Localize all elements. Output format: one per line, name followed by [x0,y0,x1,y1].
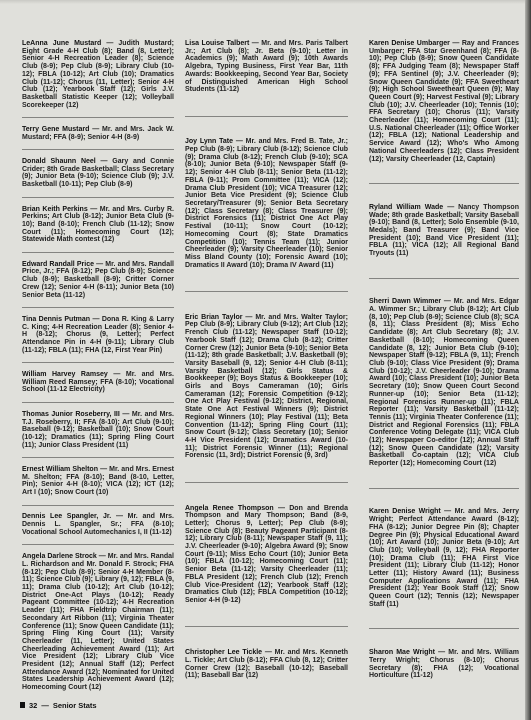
senior-name: Eric Brian Taylor [185,313,243,321]
senior-entry [185,314,348,460]
senior-name: LeAnna June Mustard [22,40,102,47]
senior-name: Dennis Lee Spangler, Jr. [22,513,112,521]
entry-divider [22,307,174,308]
page-footer [20,700,97,710]
senior-entry [185,649,348,680]
entry-divider [22,117,174,118]
senior-activities: — Mr. and Mrs. Ernest M. Shelton; FFA (8-10); Band (8-10, Letter, Pin); Senior 4-H (8-10); VICA (12); ICT (12); Art I (10); Snow Court (10) [22,465,174,497]
senior-entry [369,40,519,163]
senior-activities: — Mr. and Mrs. Kenneth L. Tickle; Art Club (8-12); FFA Club (8, 12); Critter Corner Crew (12); Baseball (10-12); Baseball (11); Baseball Bar (12) [185,649,349,680]
entry-divider [185,116,348,117]
entry-divider [22,149,174,150]
senior-activities: — Mr. and Mrs. Fred B. Tate, Jr.; Pep Club (8-9); Library Club (8-12); Science Club (9); Drama Club (8-12); French Club (9-10); SCA (8-10); Junior Beta (9-10); Newspaper Staff (9-12); Senior 4-H Club (8-11); Senior Beta (11-12); FBLA (9-11); Prom Committee (11); VICA (12); Drama Club President (10); VICA Treasurer (12); Junior Beta Vice President (9); Science Club Secretary/Treasurer (9); Senior Beta Secretary (12); Class Secretary (8); Class Treasurer (9); District Forensics (11); District One Act Play Festival (10-11); Snow Court (10-12); Homecoming Court (8); State Dramatics Competition (10); Tennis Team (11); Junior Cheerleader (9); Varsity Cheerleader (10); Senior Miss Bland County (10); Forensic Award (10); Dramatics II Award (10); Drama IV Award (11) [185,138,349,269]
senior-activities: — Mr. and Mrs. Edgar A. Wimmer Sr.; Library Club (8-12); Art Club (8, 10); Pep Club (8-9); Science Club (8); SCA (8, 11); Class President (8); Miss Echo Candidate (8); Art Club Secretary (8); J.V. Basketball (8-10); Homecoming Queen Candidate (8, 12); Junior Beta Club (9-10); Newspaper Staff (9-12); FBLA (9, 11); French Club (9-10); Class Vice President (9); Drama Club (10-12); J.V. Cheerleader (9-10); Drama Award (10); Class President (10); Junior Beta Secretary (10); Snow Queen Court Second Runner-up (10); Senior Beta (11-12); Regional Forensics Runner-up (11); FBLA Reporter (11); Varsity Basketball (11-12); Tennis (11); Virginia Theater Conference (11); District and Regional Forensics (11); FBLA Conference Voting Delegate (11); VICA Club (12); Newspaper Co-editor (12); Annual Staff (12); Snow Queen Candidate (12); Varsity Basketball Co-captain (12); VICA Club Reporter (12); Homecoming Court (12) [369,298,519,468]
entry-divider [22,544,174,545]
senior-activities: — Don and Brenda Thompson and Mary Thompson; Band (8-9, Letter); Chorus 9, Letter); Pep Club (8-9); Science Club (8); Beauty Pageant Participant (8-12); Library Club (8-11); Newspaper Staff (9, 11); J.V. Cheerleader (9-10); Algebra Award (9); Snow Court (9-11); Miss Echo Court (10); Junior Beta (10); FBLA (10-12); Homecoming Court (11); Senior Beta (11-12); Varsity Cheerleader (11); FBLA President (12); French Club (12); French Club Vice-President (12); Yearbook Staff (12); Dramatics Club (12); FBLA Competition (10-12); Senior 4-H (9-12) [185,504,348,604]
entry-divider [22,362,174,363]
senior-entry [22,206,174,245]
senior-name: Angela Renee Thompson [185,504,274,512]
senior-name: Ernest William Shelton [22,465,98,473]
senior-activities: — Mr. and Mrs. Randall Price, Jr.; FFA (8-12); Pep Club (8-9); Science Club (8-9); Basketball (8-9); Critter Corner Crew (12); Senior 4-H (8-11); Junior Beta (10) Senior Beta (11-12) [22,260,174,299]
senior-activities: — Mr. and Mrs. T.J. Roseberry, II; FFA (8-10); Art Club (9-10); Baseball (9-12); Basketball (10); Snow Court (10-12); Dramatics (11); Spring Fling Court (11); Junior Class President (11) [22,410,174,449]
footer-separator: — [41,700,49,710]
senior-entry [185,505,348,605]
senior-activities: — Nancy Thompson Wade; 8th grade Basketball; Varsity Baseball (9-10); Band (8, Letter); Solo Ensemble (9-10, Medals); Band Treasurer (9); Band Vice President (10); Band Vice President (11); FBLA (11); VICA (12); All Regional Band Tryouts (11) [369,203,519,258]
stats-column-2 [185,40,348,680]
entry-divider [369,628,519,629]
senior-name: Tina Dennis Putman [22,315,91,323]
senior-name: Donald Shaunn Neel [22,158,96,166]
senior-entry [369,508,519,608]
senior-name: Lisa Louise Talbert [185,40,250,47]
page-number: 32 [29,700,38,710]
entry-divider [22,505,174,506]
entry-divider [369,488,519,489]
senior-entry [22,316,174,355]
senior-name: Sharon Mae Wright [369,649,435,657]
senior-activities: — Ray and Frances Umbarger; FFA Star Greenhand (8); FFA (8-10); Pep Club (8-9); Snow Queen Candidate (8); FFA Judging Team (8); Newspaper Staff (9); FFA Sentinel (9); J.V. Cheerleader (9); Snow Queen Candidate (9); FFA Sweetheart (9); High School Sweetheart Queen (9); May Queen Court (9); Harvest Festival (9); Library Club (10); J.V. Cheerleader (10); Tennis (10); FFA Secretary (10); Chorus (11); Varsity Cheerleader (11); Homecoming Court (11); U.S. National Cheerleader (11); Office Worker (12); FBLA (12); National Leadership and Service Award (12); Who's Who Among National Cheerleaders (12); Class President (12); Varsity Cheerleader (12, Captain) [369,40,519,163]
senior-entry [22,466,174,497]
senior-name: Thomas Junior Roseberry, III [22,410,120,418]
senior-entry [185,40,348,94]
section-title: Senior Stats [52,700,97,710]
senior-activities: — Mr. and Mrs. Randal L. Richardson and Mr. Donald F. Strock; FHA (8-12); Pep Club (8-9); Senior 4-H Member (8-11); Science Club (9); Library (9, 12); FBLA (9, 11); Drama Club (10-12); Art Club (10-12); District One-Act Plays (10-12); Ready Pageant Committee (10-12); 4-H Recreation Leader (11); FHA Fieldtrip Chairman (11); Secondary Art Ribbon (11); Virginia Theater Conference (11); Snow Queen Candidate (11); Spring Fling King Court (11); Varsity Cheerleader (11, Letter); United States Cheerleading Achievement Award (11); Art Vice President (12); Library Club Vice President (12); Annual Staff (12); Perfect Attendance Award (12); Nominated for United States Leadership Achievement Award (12); Homecoming Court (12) [22,553,174,692]
senior-activities: — Dona R. King & Larry C. King; 4-H Recreation Leader (8); Senior 4-H (8-12); Chorus (9, Letter); Perfect Attendance Pin in 4-H (9-11); Library Club (11-12); FBLA (11); FHA (12, First Year Pin) [22,315,174,354]
senior-name: William Harvey Ramsey [22,371,108,379]
entry-divider [22,402,174,403]
footer-marker [20,702,25,708]
senior-activities: — Mr. and Mrs. William Reed Ramsey; FFA (8-10); Vocational School (11-12 Electricity) [22,371,174,394]
senior-name: Ryland William Wade [369,203,444,211]
senior-name: Brian Keith Perkins [22,205,88,213]
senior-name: Karen Denise Umbarger [369,40,450,47]
senior-entry [22,126,174,141]
senior-name: Christopher Lee Tickle [185,649,263,657]
stats-column-1 [22,40,174,692]
senior-entry [22,40,174,109]
senior-name: Karen Denise Wright [369,508,441,516]
senior-entry [22,371,174,394]
entry-divider [369,183,519,184]
scan-right-edge [525,0,531,720]
senior-activities: — Mr. and Mrs. William Terry Wright; Chorus (8-10); Chorus Secretary (8); FHA (12); Vocational Horticulture (11-12) [369,649,519,680]
senior-entry [369,649,519,680]
senior-name: Joy Lynn Tate [185,138,234,146]
senior-entry [22,411,174,450]
senior-activities: — Mr. and Mrs. Jack W. Mustard; FFA (8-9); Senior 4-H (8-9) [22,125,174,141]
senior-activities: — Judith Mustard; Eight Grade 4-H Club (8); Band (8, Letter); Senior 4-H Recreation Leader (8); Science Club (8-9); Pep Club (8-9); Library Club (10-12); FBLA (10-12); Art Club (10); Dramatics Club (11-12); Chorus (11, Letter); Senior 4-H Club (12); Yearbook Staff (12); Girls J.V. Basketball Statistic Keeper (12); Volleyball Scorekeeper (12) [22,40,174,109]
entry-divider [369,278,519,279]
entry-divider [22,252,174,253]
senior-entry [22,553,174,692]
senior-entry [185,138,348,269]
entry-divider [22,457,174,458]
senior-activities: — Mr. and Mrs. Dennis L. Spangler, Sr.; FFA (8-10); Vocational School Automechanics I, II (11-12) [22,513,175,536]
senior-name: Edward Randall Price [22,260,94,268]
senior-entry [22,158,174,189]
senior-activities: — Mr. and Mrs. Curby R. Perkins; Art Club (8-12); Junior Beta Club (9-10); Band (8-10); French Club (11-12); Snow Court (11); Homecoming Court (12); Statewide Math contest (12) [22,205,174,244]
stats-column-3 [369,40,519,680]
senior-entry [369,204,519,258]
senior-activities: — Mr. and Mrs. Jerry Wright; Perfect Attendance Award (8-12); FHA (8-12); Junior Degree Pin (8); Chapter Degree Pin (9); Physical Educational Award (10); Art Award (10); Junior Beta (9-10); Art Club (10); Volleyball (9, 12); FHA Reporter (10); Drama Club (11); FHA First Vice President (11); Library Club (11-12); Honor Letter (11); History Award (11); Business Computer Applications Award (11); FHA President (12); Year Book Staff (12); Snow Queen Court (12); Tennis (12); Newspaper Staff (11) [369,508,520,608]
scan-top-edge [0,0,531,4]
senior-name: Sherri Dawn Wimmer [369,298,442,306]
entry-divider [22,197,174,198]
senior-activities: — Mr. and Mrs. Walter Taylor; Pep Club (8-9); Library Club (9-12); Art Club (12); French Club (11-12); Newspaper Staff (10-12); Yearbook Staff (12); Drama Club (8-12); Critter Corner Crew (12); Junior Beta (9-10); Senior Beta (11-12); 8th grade Basketball; J.V. Basketball (9); Varsity Baseball (9, 12); Senior 4-H Club (8-11); Varsity Basketball (12); Girls Status & Bookkeeper (9); Boys Status & Bookkeeper (10); Girls and Boys Cameraman (10); Girls Cameraman (12); Forensic Competition (9-12); One Act Play Festival (9-12); District, Regional, State One Act Festival Winners (9); District Regional Winners (10); Play Festival (11); Beta Convention (11-12); Spring Fling Court (11); Snow Court (9-12); Class Secretary (10); Senior 4-H Vice President (12); Dramatics Award (10-11); District Forensic Winner (11); Regional Forensic (11, 3rd); District Forensic (9, 3rd) [185,313,348,460]
entry-divider [185,482,348,483]
senior-activities: — Mr. and Mrs. Paris Talbert Jr.; Art Club (8); Jr. Beta (9-10); Letter in Academics (9); Math Award (9); 10th Awards Algebra, Typing Business, First Year Bar, 11th Awards: Bookkeeping, Second Year Bar, Society of Distinguished American High School Students (11-12) [185,40,348,94]
entry-divider [185,291,348,292]
entry-divider [185,626,348,627]
senior-activities: — Gary and Connie Crider; 8th Grade Basketball; Class Secretary (9); Junior Beta (9-10); Science Club (9); J.V. Basketball (10-11); Pep Club (8-9) [22,158,174,189]
senior-entry [22,513,174,536]
senior-entry [369,298,519,467]
senior-entry [22,261,174,300]
senior-name: Angela Darlene Strock [22,553,97,561]
senior-name: Terry Gene Mustard [22,125,90,133]
